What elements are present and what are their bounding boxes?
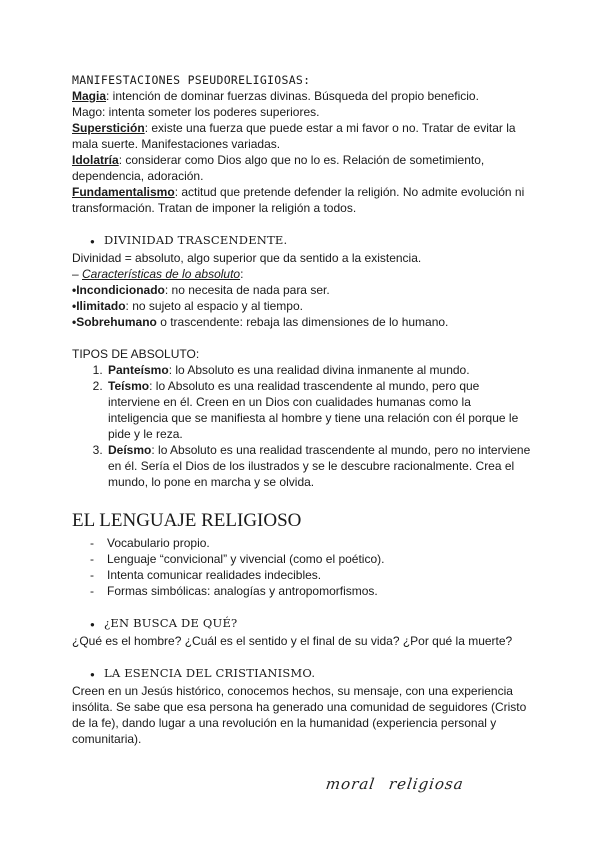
- tipo-term: Deísmo: [108, 443, 152, 457]
- caracteristica-item: [72, 282, 532, 298]
- caracteristicas-colon: :: [240, 267, 244, 281]
- esencia-heading-row: [72, 665, 532, 683]
- caracteristica-definition: : no necesita de nada para ser.: [164, 283, 330, 297]
- lenguaje-list: [72, 535, 532, 599]
- tipo-item: [106, 362, 532, 378]
- bullet-icon: ●: [90, 620, 95, 629]
- idolatria-definition: : considerar como Dios algo que no lo es. Relación de sometimiento, dependencia, adoración.: [72, 153, 485, 183]
- supersticion-term: Superstición: [72, 121, 145, 135]
- caracteristicas-label: Características de lo absoluto: [82, 267, 241, 281]
- caracteristica-term: •Incondicionado: [72, 283, 165, 297]
- tipo-term: Panteísmo: [108, 363, 169, 377]
- document-page: [72, 72, 532, 747]
- magia-definition: : intención de dominar fuerzas divinas. Búsqueda del propio beneficio.: [106, 89, 479, 103]
- fundamentalismo-term: Fundamentalismo: [72, 185, 175, 199]
- caracteristica-item: [72, 314, 532, 330]
- tipo-definition: : lo Absoluto es una realidad trascendente al mundo, pero no interviene en él. Sería el Dios de los ilustrados y se le descubre racionalmente. Crea el mundo, lo pone en marcha y se olvida.: [108, 443, 531, 489]
- tipo-term: Teísmo: [108, 379, 150, 393]
- lenguaje-item: - Formas simbólicas: analogías y antropomorfismos.: [90, 583, 532, 599]
- caracteristicas-dash: –: [72, 267, 83, 281]
- handwritten-word: moral: [324, 775, 377, 793]
- tipos-list: [72, 362, 532, 490]
- caracteristica-definition: : no sujeto al espacio y al tiempo.: [125, 299, 303, 313]
- mago-paragraph: Mago: intenta someter los poderes superiores.: [72, 105, 320, 119]
- handwritten-note: [326, 776, 478, 792]
- tipo-item: [106, 442, 532, 490]
- bullet-icon: ●: [90, 237, 95, 246]
- manifestaciones-title: MANIFESTACIONES PSEUDORELIGIOSAS:: [72, 73, 311, 87]
- supersticion-paragraph: [72, 120, 532, 152]
- busca-text: ¿Qué es el hombre? ¿Cuál es el sentido y el final de su vida? ¿Por qué la muerte?: [72, 634, 513, 648]
- divinidad-heading-row: [72, 232, 532, 250]
- lenguaje-item: - Intenta comunicar realidades indecibles.: [90, 567, 532, 583]
- fundamentalismo-definition: : actitud que pretende defender la religión. No admite evolución ni transformación. Tratan de imponer la religión a todos.: [72, 185, 525, 215]
- supersticion-definition: : existe una fuerza que puede estar a mi favor o no. Tratar de evitar la mala suerte. Manifestaciones variadas.: [72, 121, 516, 151]
- magia-term: Magia: [72, 89, 107, 103]
- caracteristica-item: [72, 298, 532, 314]
- caracteristica-definition: o trascendente: rebaja las dimensiones de lo humano.: [156, 315, 449, 329]
- lenguaje-item: - Vocabulario propio.: [90, 535, 532, 551]
- divinidad-heading: DIVINIDAD TRASCENDENTE.: [104, 233, 288, 247]
- tipo-item: [106, 378, 532, 442]
- tipo-definition: : lo Absoluto es una realidad trascendente al mundo, pero que interviene en él. Creen en un Dios con cualidades humanas como la inteligencia que se manifiesta al hombre y tiene una relación con él porque le pide y le reza.: [108, 379, 519, 441]
- caracteristicas-line: [72, 266, 532, 282]
- divinidad-definition: Divinidad = absoluto, algo superior que da sentido a la existencia.: [72, 251, 422, 265]
- idolatria-paragraph: [72, 152, 532, 184]
- lenguaje-title: EL LENGUAJE RELIGIOSO: [72, 510, 302, 531]
- handwritten-word: religiosa: [387, 775, 466, 793]
- caracteristica-term: •Ilimitado: [72, 299, 126, 313]
- magia-paragraph: [72, 88, 532, 104]
- fundamentalismo-paragraph: [72, 184, 532, 216]
- esencia-text: Creen en un Jesús histórico, conocemos hechos, su mensaje, con una experiencia insólita. Se sabe que esa persona ha generado una comunidad de seguidores (Cristo de la fe), dando lugar a una revolución en la humanidad (experiencia personal y comunitaria).: [72, 684, 527, 746]
- caracteristica-term: •Sobrehumano: [72, 315, 157, 329]
- busca-heading-row: [72, 615, 532, 633]
- tipos-title: TIPOS DE ABSOLUTO:: [72, 347, 200, 361]
- bullet-icon: ●: [90, 670, 95, 679]
- busca-heading: ¿EN BUSCA DE QUÉ?: [104, 616, 238, 630]
- tipo-definition: : lo Absoluto es una realidad divina inmanente al mundo.: [168, 363, 470, 377]
- lenguaje-item: - Lenguaje “convicional” y vivencial (como el poético).: [90, 551, 532, 567]
- esencia-heading: LA ESENCIA DEL CRISTIANISMO.: [104, 666, 316, 680]
- idolatria-term: Idolatría: [72, 153, 119, 167]
